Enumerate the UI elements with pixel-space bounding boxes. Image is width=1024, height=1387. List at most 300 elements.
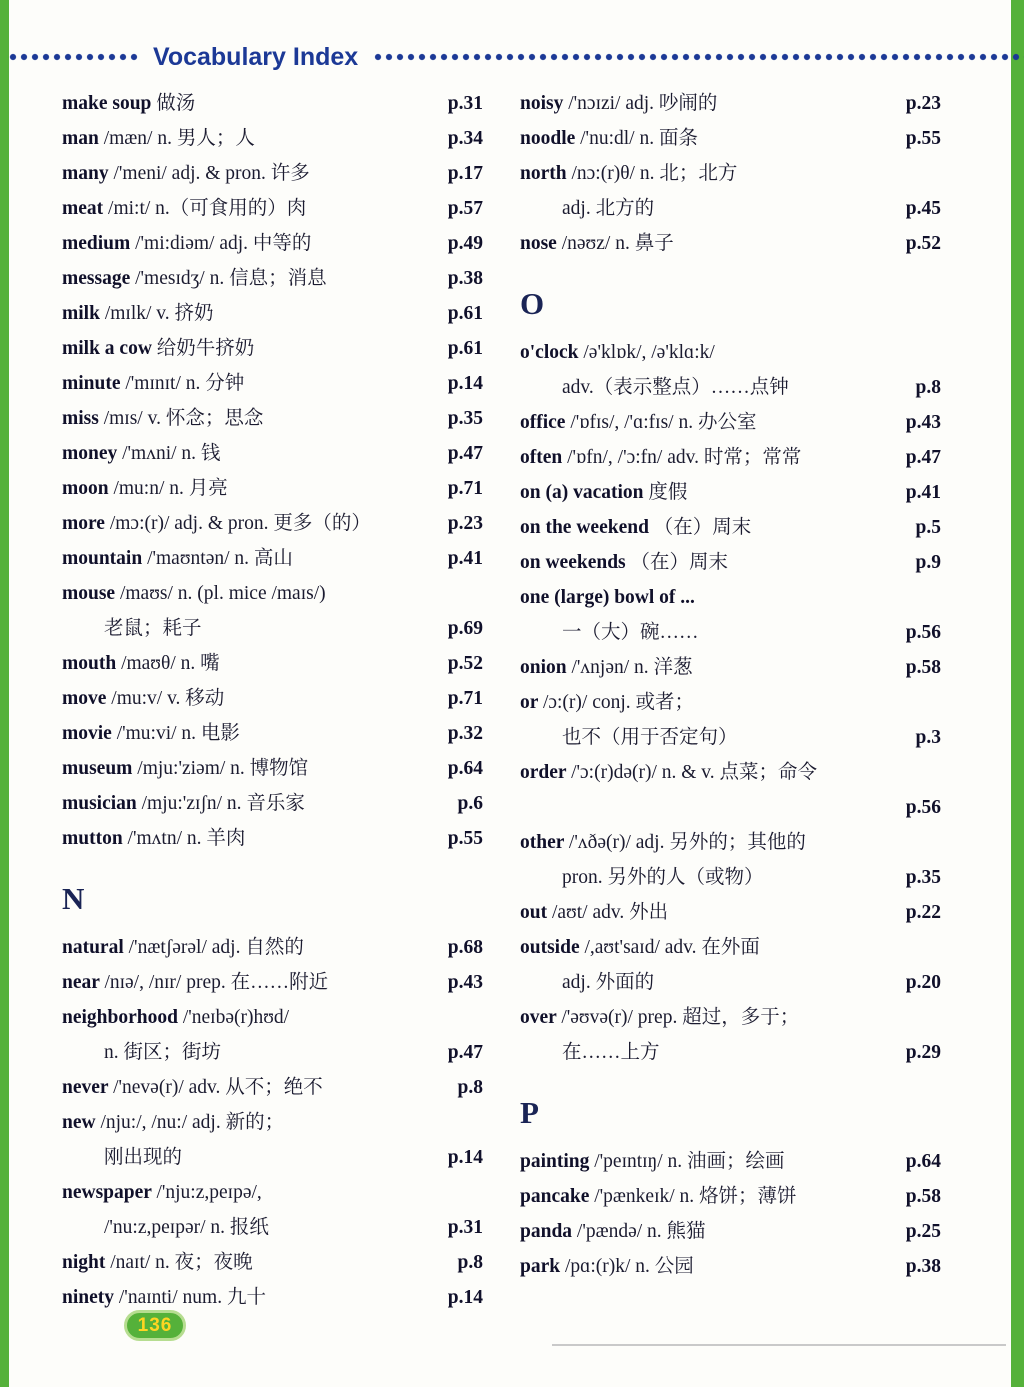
page-ref: p.58: [905, 657, 941, 678]
entry-word: painting: [520, 1151, 595, 1172]
entry-text: [62, 821, 245, 856]
entry-text: [562, 1035, 660, 1070]
vocab-entry-row: [520, 825, 941, 860]
entry-text: [520, 510, 751, 545]
page-ref: p.41: [905, 482, 941, 503]
entry-word: nose: [520, 233, 562, 254]
entry-text: [520, 405, 756, 440]
vocab-entry-row: [62, 1245, 483, 1280]
page-edge-right: [1011, 0, 1024, 1387]
entry-body: /'neɪbə(r)hʊd/: [182, 1007, 290, 1028]
vocab-entry-row: [520, 860, 941, 895]
page-ref: p.68: [447, 937, 483, 958]
entry-body: /'nætʃərəl/ adj. 自然的: [128, 937, 304, 958]
page-ref: p.43: [905, 412, 941, 433]
entry-text: [62, 1245, 253, 1280]
page-ref: p.38: [447, 268, 483, 289]
entry-word: or: [520, 692, 543, 713]
entry-text: [62, 401, 263, 436]
entry-text: [520, 1249, 694, 1284]
entry-text: [562, 191, 654, 226]
entry-body: /'əʊvə(r)/ prep. 超过，多于；: [561, 1007, 800, 1028]
entry-body: 度假: [648, 482, 688, 503]
page-ref: p.31: [447, 1217, 483, 1238]
vocab-entry-row: [520, 580, 941, 615]
entry-word: man: [62, 128, 104, 149]
entry-text: [62, 86, 195, 121]
entry-word: onion: [520, 657, 572, 678]
vocab-entry-row: [520, 226, 941, 261]
entry-body: /'peɪntɪŋ/ n. 油画；绘画: [594, 1151, 785, 1172]
vocab-entry-row: [520, 335, 941, 370]
vocab-entry-row: [62, 366, 483, 401]
vocab-entry-row: [520, 1000, 941, 1035]
entry-word: on (a) vacation: [520, 482, 649, 503]
entry-word: out: [520, 902, 552, 923]
entry-text: [562, 615, 699, 650]
entry-text: [62, 1175, 262, 1210]
scan-artifact-line: [552, 1344, 1006, 1346]
vocab-entry-row: [62, 331, 483, 366]
entry-body: /'pænkeɪk/ n. 烙饼；薄饼: [594, 1186, 797, 1207]
entry-text: [62, 156, 310, 191]
entry-text: [562, 370, 789, 405]
vocab-entry-row: [62, 1035, 483, 1070]
entry-body: 给奶牛挤奶: [156, 338, 255, 359]
page-ref: p.56: [905, 797, 941, 818]
entry-word: over: [520, 1007, 562, 1028]
entry-word: office: [520, 412, 571, 433]
vocab-entry-row: [62, 681, 483, 716]
vocab-entry-row: [520, 121, 941, 156]
entry-body: /mɪs/ v. 怀念；思念: [103, 408, 264, 429]
entry-word: movie: [62, 723, 117, 744]
page-ref: p.55: [447, 828, 483, 849]
entry-text: [62, 646, 220, 681]
entry-text: [520, 1144, 785, 1179]
vocab-entry-row: [62, 1000, 483, 1035]
vocab-entry-row: [62, 821, 483, 856]
entry-word: outside: [520, 937, 585, 958]
vocab-entry-row: [62, 541, 483, 576]
entry-text: [62, 366, 244, 401]
vocab-entry-row: [520, 405, 941, 440]
entry-text: [520, 580, 695, 615]
vocab-entry-row: [62, 786, 483, 821]
vocab-entry-row: [62, 1210, 483, 1245]
page-ref: p.47: [447, 443, 483, 464]
vocab-entry-row: [62, 576, 483, 611]
page-ref: p.49: [447, 233, 483, 254]
vocab-entry-row: [520, 965, 941, 1000]
vocab-entry-row: [62, 156, 483, 191]
vocab-entry-row: [520, 685, 941, 720]
entry-body: /maʊθ/ n. 嘴: [121, 653, 220, 674]
vocab-entry-row: [62, 436, 483, 471]
vocab-entry-row: [520, 1249, 941, 1284]
entry-body: （在）周末: [630, 552, 729, 573]
vocab-entry-row: [62, 1070, 483, 1105]
entry-text: [520, 475, 687, 510]
page-ref: p.14: [447, 1287, 483, 1308]
page-ref: p.32: [447, 723, 483, 744]
entry-text: [562, 720, 738, 755]
entry-word: pancake: [520, 1186, 595, 1207]
page-ref: p.71: [447, 478, 483, 499]
entry-word: move: [62, 688, 112, 709]
entry-text: [520, 1179, 797, 1214]
entry-body: /mju:'zɪʃn/ n. 音乐家: [141, 793, 305, 814]
entry-text: [62, 506, 371, 541]
entry-word: park: [520, 1256, 565, 1277]
page-ref: p.52: [905, 233, 941, 254]
entry-body: /nju:/, /nu:/ adj. 新的；: [100, 1112, 285, 1133]
entry-body: /mu:n/ n. 月亮: [113, 478, 228, 499]
page-ref: p.17: [447, 163, 483, 184]
entry-body: /pɑ:(r)k/ n. 公园: [564, 1256, 694, 1277]
entry-body: /nəʊz/ n. 鼻子: [561, 233, 674, 254]
entry-body: /'mi:diəm/ adj. 中等的: [135, 233, 312, 254]
entry-text: [562, 965, 654, 1000]
page-ref: p.52: [447, 653, 483, 674]
entry-word: ninety: [62, 1287, 119, 1308]
entry-body: /'ʌðə(r)/ adj. 另外的；其他的: [568, 832, 806, 853]
entry-word: often: [520, 447, 568, 468]
page-ref: p.61: [447, 338, 483, 359]
entry-word: money: [62, 443, 123, 464]
entry-body: /'mʌni/ n. 钱: [122, 443, 221, 464]
entry-body: 做汤: [156, 93, 196, 114]
page-edge-left: [0, 0, 9, 1387]
page-ref: p.56: [905, 622, 941, 643]
header: [0, 40, 1024, 74]
page-ref: p.25: [905, 1221, 941, 1242]
page-ref: p.64: [905, 1151, 941, 1172]
vocab-entry-row: [62, 1140, 483, 1175]
entry-body: adv.（表示整点）……点钟: [562, 377, 789, 398]
entry-text: [520, 545, 728, 580]
vocab-entry-row: [62, 1105, 483, 1140]
entry-text: [562, 860, 764, 895]
entry-word: milk: [62, 303, 105, 324]
entry-word: neighborhood: [62, 1007, 183, 1028]
vocab-entry-row: [520, 615, 941, 650]
vocab-entry-row: [520, 790, 941, 825]
entry-word: make soup: [62, 93, 157, 114]
vocab-entry-row: [62, 751, 483, 786]
entry-text: [62, 681, 224, 716]
page-ref: p.5: [915, 517, 941, 538]
entry-word: noisy: [520, 93, 569, 114]
entry-text: [62, 751, 308, 786]
vocab-entry-row: [62, 1280, 483, 1315]
page-ref: p.69: [447, 618, 483, 639]
vocab-entry-row: [62, 611, 483, 646]
vocab-entry-row: [62, 471, 483, 506]
vocab-entry-row: [520, 650, 941, 685]
entry-text: [62, 331, 254, 366]
entry-text: [520, 226, 674, 261]
entry-word: night: [62, 1252, 111, 1273]
entry-word: noodle: [520, 128, 581, 149]
entry-word: newspaper: [62, 1182, 157, 1203]
page-ref: p.22: [905, 902, 941, 923]
entry-text: [62, 191, 306, 226]
entry-word: medium: [62, 233, 136, 254]
entry-text: [62, 541, 293, 576]
page-ref: p.58: [905, 1186, 941, 1207]
entry-text: [62, 965, 328, 1000]
vocab-entry-row: [520, 755, 941, 790]
vocab-entry-row: [62, 965, 483, 1000]
entry-text: [104, 611, 202, 646]
entry-body: pron. 另外的人（或物）: [562, 867, 764, 888]
section-letter: N: [62, 881, 85, 916]
vocab-entry-row: [520, 510, 941, 545]
entry-text: [520, 755, 817, 790]
page-ref: p.61: [447, 303, 483, 324]
entry-word: on the weekend: [520, 517, 654, 538]
entry-body: /mu:v/ v. 移动: [111, 688, 225, 709]
vocab-entry-row: [62, 1175, 483, 1210]
entry-body: adj. 外面的: [562, 972, 655, 993]
entry-text: [62, 436, 220, 471]
entry-body: /mɪlk/ v. 挤奶: [104, 303, 214, 324]
entry-word: message: [62, 268, 136, 289]
entry-word: new: [62, 1112, 101, 1133]
vocab-entry-row: [520, 1035, 941, 1070]
vocab-entry-row: [62, 646, 483, 681]
entry-body: /nɔ:(r)θ/ n. 北；北方: [571, 163, 738, 184]
dotted-divider-right: [374, 53, 1024, 61]
entry-body: /'mɪnɪt/ n. 分钟: [125, 373, 245, 394]
entry-text: [520, 440, 801, 475]
entry-text: [520, 895, 668, 930]
entry-word: order: [520, 762, 572, 783]
entry-text: [62, 930, 304, 965]
entry-body: /'nɔɪzi/ adj. 吵闹的: [568, 93, 718, 114]
page-ref: p.47: [905, 447, 941, 468]
vocab-entry-row: [520, 156, 941, 191]
vocab-entry-row: [520, 86, 941, 121]
entry-text: [62, 1070, 323, 1105]
entry-body: /'ɔ:(r)də(r)/ n. & v. 点菜；命令: [571, 762, 818, 783]
page-ref: p.45: [905, 198, 941, 219]
entry-text: [104, 1035, 221, 1070]
page-ref: p.38: [905, 1256, 941, 1277]
vocab-entry-row: [520, 370, 941, 405]
entry-word: other: [520, 832, 569, 853]
page-number-badge: 136: [124, 1310, 186, 1341]
entry-text: [520, 685, 694, 720]
entry-body: /maʊs/ n. (pl. mice /maɪs/): [119, 583, 326, 604]
page-ref: p.43: [447, 972, 483, 993]
page-ref: p.35: [905, 867, 941, 888]
entry-text: [520, 156, 737, 191]
entry-word: more: [62, 513, 110, 534]
entry-body: /mæn/ n. 男人；人: [103, 128, 255, 149]
entry-body: adj. 北方的: [562, 198, 655, 219]
page-ref: p.41: [447, 548, 483, 569]
vocab-entry-row: [520, 1144, 941, 1179]
section-letter: O: [520, 286, 545, 321]
entry-text: [62, 226, 311, 261]
entry-body: /'pændə/ n. 熊猫: [576, 1221, 706, 1242]
entry-text: [520, 1000, 799, 1035]
page-ref: p.6: [457, 793, 483, 814]
vocab-entry-row: [520, 930, 941, 965]
page-ref: p.14: [447, 373, 483, 394]
entry-word: north: [520, 163, 572, 184]
entry-text: [62, 296, 214, 331]
entry-body: /'nju:z,peɪpə/,: [156, 1182, 262, 1203]
vocab-entry-row: [520, 720, 941, 755]
entry-word: one (large) bowl of ...: [520, 587, 695, 608]
entry-text: [62, 261, 327, 296]
page-ref: p.35: [447, 408, 483, 429]
entry-word: moon: [62, 478, 114, 499]
entry-text: [62, 121, 255, 156]
page-ref: p.64: [447, 758, 483, 779]
entry-text: [520, 335, 715, 370]
vocab-entry-row: [520, 191, 941, 226]
entry-word: museum: [62, 758, 138, 779]
page-ref: p.8: [915, 377, 941, 398]
dotted-divider-left: [9, 53, 139, 61]
entry-text: [520, 825, 806, 860]
entry-word: natural: [62, 937, 129, 958]
vocab-entry-row: [62, 121, 483, 156]
entry-body: /'naɪnti/ num. 九十: [118, 1287, 266, 1308]
entry-body: /'ɒfn/, /'ɔ:fn/ adv. 时常；常常: [567, 447, 802, 468]
entry-body: /ɔ:(r)/ conj. 或者；: [542, 692, 695, 713]
entry-word: musician: [62, 793, 142, 814]
vocab-entry-row: [62, 191, 483, 226]
page-ref: p.55: [905, 128, 941, 149]
entry-word: minute: [62, 373, 126, 394]
entry-body: /mɔ:(r)/ adj. & pron. 更多（的）: [109, 513, 371, 534]
vocab-column-right: [520, 86, 941, 1284]
entry-word: mountain: [62, 548, 148, 569]
entry-word: never: [62, 1077, 114, 1098]
entry-body: （在）周末: [653, 517, 752, 538]
entry-text: [104, 1140, 182, 1175]
vocab-entry-row: [62, 86, 483, 121]
entry-body: 也不（用于否定句）: [562, 727, 738, 748]
vocab-entry-row: [62, 401, 483, 436]
entry-text: [104, 1210, 269, 1245]
entry-text: [62, 1105, 284, 1140]
page-ref: p.8: [457, 1252, 483, 1273]
entry-word: mutton: [62, 828, 128, 849]
entry-word: meat: [62, 198, 109, 219]
entry-body: /mju:'ziəm/ n. 博物馆: [137, 758, 309, 779]
entry-word: milk a cow: [62, 338, 157, 359]
entry-word: miss: [62, 408, 104, 429]
entry-body: /'nu:dl/ n. 面条: [580, 128, 698, 149]
entry-body: /'ɒfɪs/, /'ɑ:fɪs/ n. 办公室: [570, 412, 757, 433]
entry-body: /ə'klɒk/, /ə'klɑ:k/: [583, 342, 715, 363]
vocab-entry-row: [520, 545, 941, 580]
entry-body: /,aʊt'saɪd/ adv. 在外面: [584, 937, 760, 958]
entry-word: panda: [520, 1221, 577, 1242]
page-ref: p.29: [905, 1042, 941, 1063]
page-ref: p.34: [447, 128, 483, 149]
page-ref: p.71: [447, 688, 483, 709]
entry-body: /aʊt/ adv. 外出: [551, 902, 669, 923]
entry-text: [520, 930, 760, 965]
section-letter: P: [520, 1095, 539, 1130]
page-ref: p.20: [905, 972, 941, 993]
entry-word: near: [62, 972, 105, 993]
vocab-entry-row: [62, 296, 483, 331]
entry-word: mouth: [62, 653, 122, 674]
entry-body: /'ʌnjən/ n. 洋葱: [571, 657, 693, 678]
page-ref: p.9: [915, 552, 941, 573]
entry-word: o'clock: [520, 342, 584, 363]
vocab-entry-row: [520, 1179, 941, 1214]
page-ref: p.14: [447, 1147, 483, 1168]
entry-body: /mi:t/ n.（可食用的）肉: [108, 198, 307, 219]
page-ref: p.23: [447, 513, 483, 534]
vocab-entry-row: [62, 226, 483, 261]
entry-body: 刚出现的: [104, 1147, 183, 1168]
entry-body: 老鼠；耗子: [104, 618, 202, 639]
entry-word: on weekends: [520, 552, 631, 573]
vocab-column-left: [62, 86, 483, 1315]
entry-text: [520, 86, 717, 121]
entry-body: /'nevə(r)/ adv. 从不；绝不: [113, 1077, 323, 1098]
page-title: Vocabulary Index: [153, 42, 359, 71]
vocab-entry-row: [62, 506, 483, 541]
entry-text: [62, 786, 305, 821]
entry-body: /'meni/ adj. & pron. 许多: [113, 163, 310, 184]
entry-word: many: [62, 163, 114, 184]
entry-text: [62, 1000, 289, 1035]
vocab-entry-row: [520, 440, 941, 475]
entry-word: mouse: [62, 583, 120, 604]
vocab-entry-row: [62, 261, 483, 296]
entry-body: /'mʌtn/ n. 羊肉: [127, 828, 246, 849]
entry-body: /'nu:z,peɪpər/ n. 报纸: [104, 1217, 269, 1238]
vocab-entry-row: [62, 930, 483, 965]
entry-text: [62, 471, 228, 506]
entry-text: [520, 650, 693, 685]
entry-text: [62, 576, 326, 611]
entry-text: [520, 1214, 706, 1249]
entry-body: /nɪə/, /nɪr/ prep. 在……附近: [104, 972, 329, 993]
vocab-entry-row: [520, 475, 941, 510]
page-ref: p.31: [447, 93, 483, 114]
entry-body: /'mesɪdʒ/ n. 信息；消息: [135, 268, 327, 289]
vocab-entry-row: [520, 895, 941, 930]
entry-body: /'maʊntən/ n. 高山: [147, 548, 293, 569]
page-ref: p.47: [447, 1042, 483, 1063]
entry-text: [62, 716, 240, 751]
page-ref: p.3: [915, 727, 941, 748]
entry-body: /naɪt/ n. 夜；夜晚: [110, 1252, 253, 1273]
page-ref: p.8: [457, 1077, 483, 1098]
entry-body: /'mu:vi/ n. 电影: [116, 723, 240, 744]
page-ref: p.57: [447, 198, 483, 219]
entry-text: [520, 121, 698, 156]
vocab-entry-row: [520, 1214, 941, 1249]
vocab-entry-row: [62, 716, 483, 751]
entry-body: 在……上方: [562, 1042, 660, 1063]
entry-body: n. 街区；街坊: [104, 1042, 222, 1063]
page-ref: p.23: [905, 93, 941, 114]
entry-body: 一（大）碗……: [562, 622, 699, 643]
